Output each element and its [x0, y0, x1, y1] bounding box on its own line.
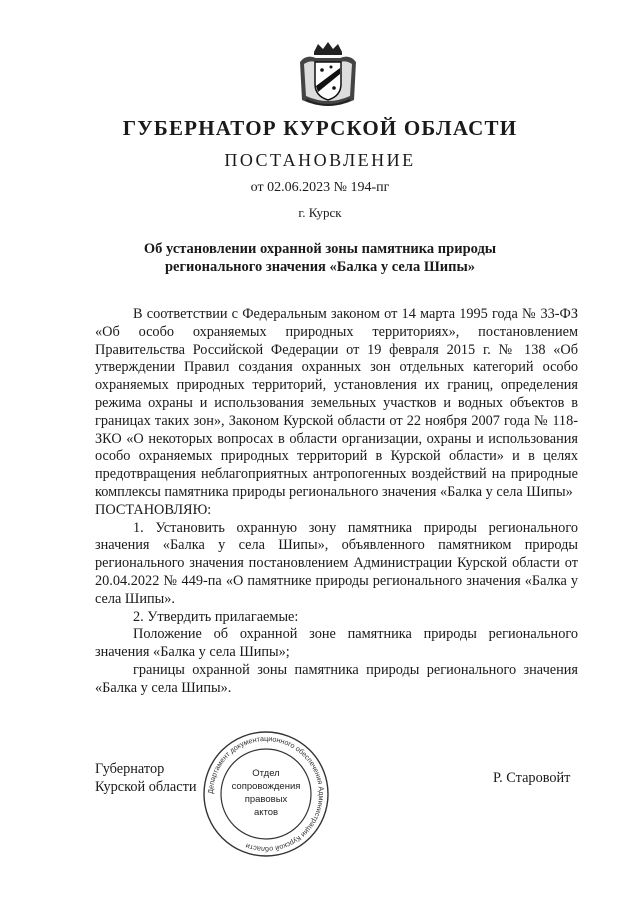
item-1-paragraph: 1. Установить охранную зону памятника природы регионального значения «Балка у села Шипы», объявленного памятником природы регионального значения постановлением Администрации Курской области от 20.04.2022 № 449-па «О памятнике природы регионального значения «Балка у села Шипы».	[95, 519, 578, 607]
document-city: г. Курск	[298, 205, 342, 220]
stamp-center-line-4: актов	[253, 807, 279, 818]
signatory-position-line-2: Курской области	[95, 779, 197, 795]
issuer-title: ГУБЕРНАТОР КУРСКОЙ ОБЛАСТИ	[122, 116, 518, 140]
signatory-position-line-1: Губернатор	[95, 761, 165, 777]
subject-line-2: регионального значения «Балка у села Шипы»	[164, 259, 476, 275]
stamp-ring-text: Департамент документационного обеспечения Администрации Курской области	[205, 733, 327, 855]
document-subject	[100, 240, 540, 276]
signatory-position	[95, 760, 197, 796]
document-type: ПОСТАНОВЛЕНИЕ	[224, 150, 416, 170]
official-stamp	[200, 728, 332, 860]
stamp-center-line-1: Отдел	[252, 768, 280, 779]
item-2b-paragraph: границы охранной зоны памятника природы регионального значения «Балка у села Шипы».	[95, 661, 578, 696]
kursk-coat-of-arms-icon	[296, 40, 360, 110]
document-date-number: от 02.06.2023 № 194-пг	[250, 180, 390, 195]
signatory-name: Р. Старовойт	[493, 770, 571, 786]
item-2-paragraph: 2. Утвердить прилагаемые:	[133, 608, 299, 625]
document-body	[95, 306, 578, 698]
stamp-center-line-3: правовых	[244, 794, 288, 805]
stamp-center-line-2: сопровождения	[231, 781, 301, 792]
item-2a-paragraph: Положение об охранной зоне памятника природы регионального значения «Балка у села Шипы»;	[95, 626, 578, 661]
decree-word: ПОСТАНОВЛЯЮ:	[95, 501, 212, 518]
subject-line-1: Об установлении охранной зоны памятника природы	[143, 241, 497, 257]
preamble-paragraph: В соответствии с Федеральным законом от 14 марта 1995 года № 33-ФЗ «Об особо охраняемых природных территориях», постановлением Правительства Российской Федерации от 19 февраля 2015 г. № 138 «Об утверждении Правил создания охранных зон отдельных категорий особо охраняемых природных территорий, установления их границ, определения режима охраны и использования земельных участков и водных объектов в границах таких зон», Законом Курской области от 22 ноября 2007 года № 118-ЗКО «О некоторых вопросах в области организации, охраны и использования особо охраняемых природных территорий в Курской области» и в целях предотвращения неблагоприятных антропогенных воздействий на природные комплексы памятника природы регионального значения «Балка у села Шипы»	[95, 306, 578, 500]
